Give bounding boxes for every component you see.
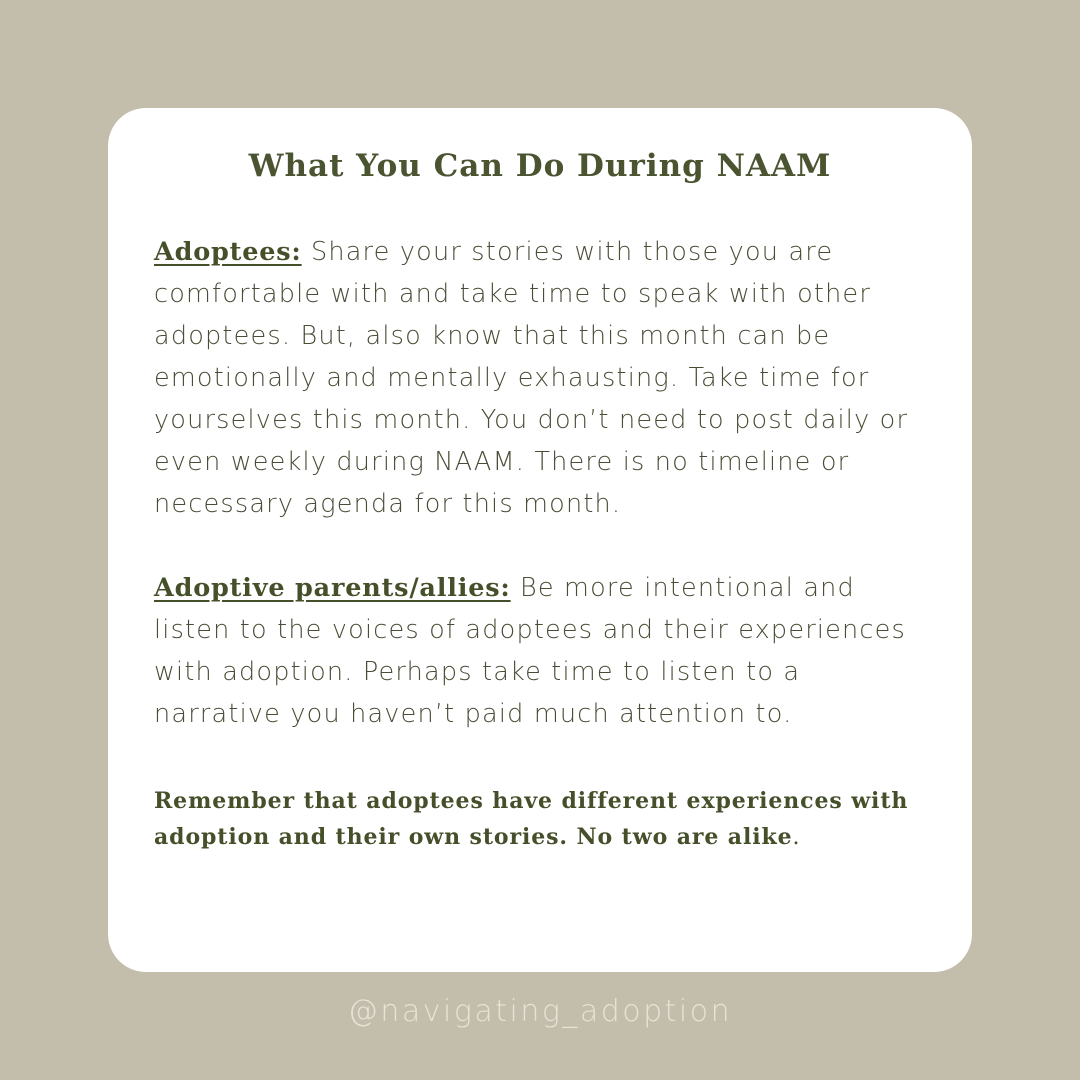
adoptive-parents-paragraph [154,567,926,735]
adoptees-label: Adoptees: [154,237,302,267]
info-card [108,108,972,972]
remember-text: Remember that adoptees have different experiences with adoption and their own stories. No two are alike [154,788,909,850]
adoptees-paragraph [154,231,926,525]
social-handle: @navigating_adoption [347,994,733,1029]
remember-note [154,783,926,856]
adoptees-text: Share your stories with those you are comfortable with and take time to speak with other adoptees. But, also know that this month can be emotionally and mentally exhausting. Take time for yourselves this month. You don’t need to post daily or even weekly during NAAM. There is no timeline or necessary agenda for this month. [154,237,909,519]
adoptive-parents-text: Be more intentional and listen to the voices of adoptees and their experiences with adoption. Perhaps take time to listen to a narrative you haven’t paid much attention to. [154,573,907,729]
card-title: What You Can Do During NAAM [248,148,832,184]
remember-period: . [792,825,801,850]
adoptive-parents-label: Adoptive parents/allies: [154,573,511,603]
